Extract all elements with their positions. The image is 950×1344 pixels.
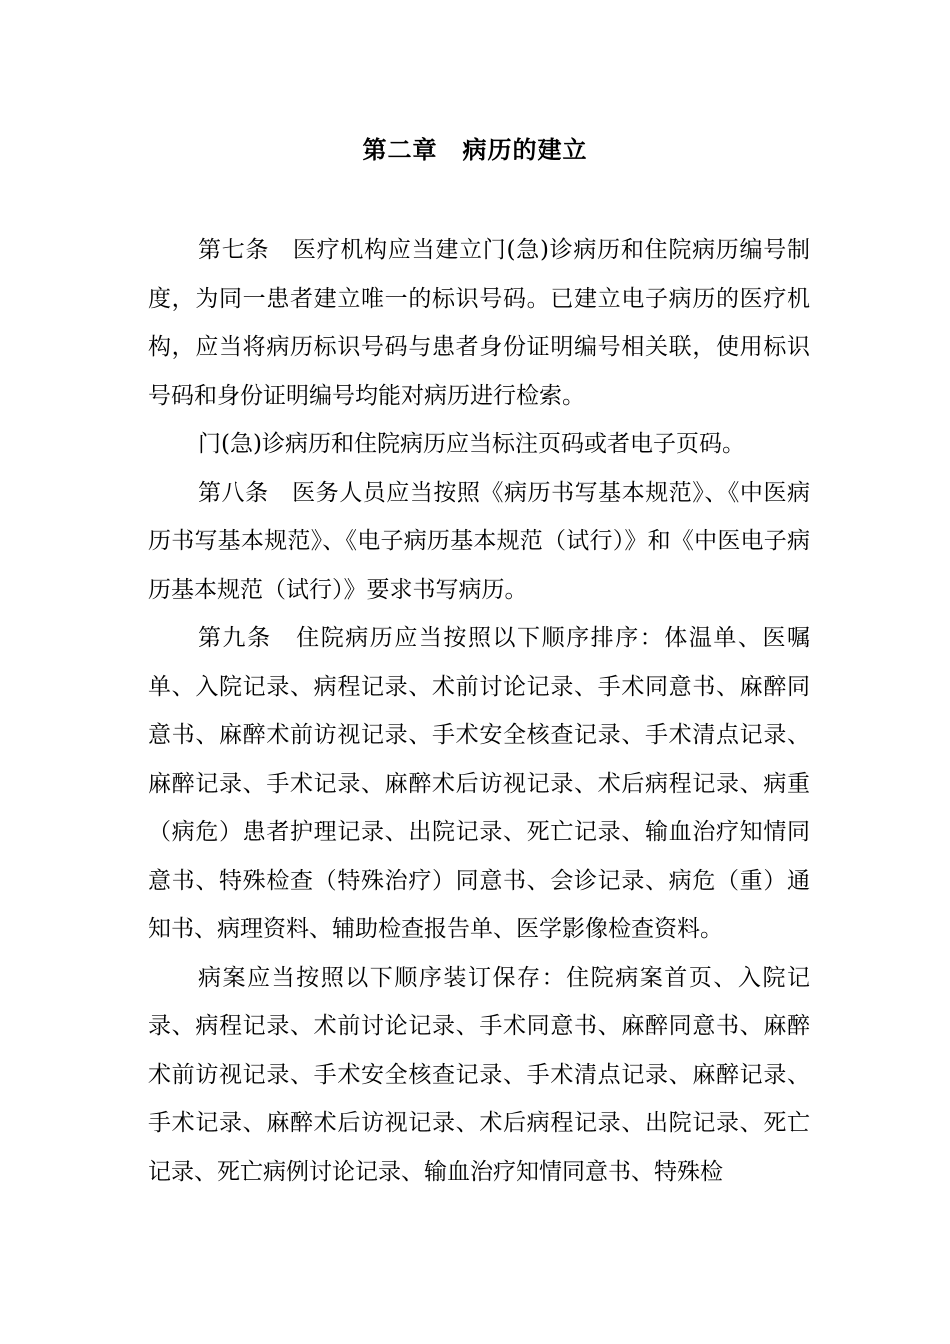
document-body [148,226,810,1196]
chapter-title: 第二章 病历的建立 [362,136,588,164]
paragraph-binding-order: 病案应当按照以下顺序装订保存：住院病案首页、入院记录、病程记录、术前讨论记录、手术同意书、麻醉同意书、麻醉术前访视记录、手术安全核查记录、手术清点记录、麻醉记录、手术记录、麻醉术后访视记录、术后病程记录、出院记录、死亡记录、死亡病例讨论记录、输血治疗知情同意书、特殊检 [148,964,810,1185]
paragraph-page-numbering: 门(急)诊病历和住院病历应当标注页码或者电子页码。 [198,431,745,457]
paragraph-article-8: 第八条 医务人员应当按照《病历书写基本规范》、《中医病历书写基本规范》、《电子病历基本规范（试行）》和《中医电子病历基本规范（试行）》要求书写病历。 [148,479,810,603]
paragraph-article-7: 第七条 医疗机构应当建立门(急)诊病历和住院病历编号制度，为同一患者建立唯一的标识号码。已建立电子病历的医疗机构，应当将病历标识号码与患者身份证明编号相关联，使用标识号码和身份证明编号均能对病历进行检索。 [148,237,810,409]
paragraph-article-9: 第九条 住院病历应当按照以下顺序排序：体温单、医嘱单、入院记录、病程记录、术前讨论记录、手术同意书、麻醉同意书、麻醉术前访视记录、手术安全核查记录、手术清点记录、麻醉记录、手术记录、麻醉术后访视记录、术后病程记录、病重（病危）患者护理记录、出院记录、死亡记录、输血治疗知情同意书、特殊检查（特殊治疗）同意书、会诊记录、病危（重）通知书、病理资料、辅助检查报告单、医学影像检查资料。 [148,625,810,942]
